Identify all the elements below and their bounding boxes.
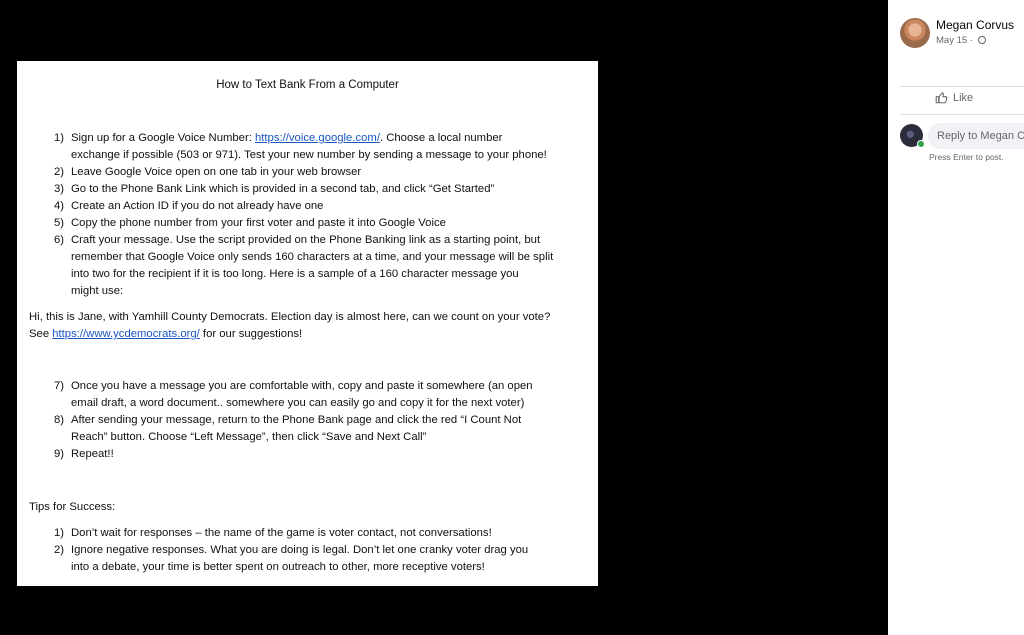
step-number: 2) <box>53 166 64 178</box>
document-title: How to Text Bank From a Computer <box>216 79 399 91</box>
post-date[interactable]: May 15 · <box>936 35 973 46</box>
step-line: might use: <box>71 285 124 297</box>
google-voice-link[interactable]: https://voice.google.com/ <box>255 132 380 144</box>
step-number: 6) <box>53 234 64 246</box>
author-avatar[interactable] <box>900 18 930 48</box>
step-line: remember that Google Voice only sends 160 characters at a time, and your message will be split <box>71 251 554 263</box>
author-name[interactable]: Megan Corvus <box>936 18 1015 32</box>
ycdemocrats-link[interactable]: https://www.ycdemocrats.org/ <box>52 328 200 340</box>
sample-message-line: Hi, this is Jane, with Yamhill County Democrats. Election day is almost here, can we count on your vote? <box>29 311 551 323</box>
divider <box>900 86 1024 87</box>
step-line: Go to the Phone Bank Link which is provided in a second tab, and click “Get Started” <box>71 183 495 195</box>
step-line: Copy the phone number from your first voter and paste it into Google Voice <box>71 217 446 229</box>
step-line: Sign up for a Google Voice Number: https://voice.google.com/. Choose a local number <box>71 132 503 144</box>
step-line: Repeat!! <box>71 448 114 460</box>
step-number: 9) <box>53 448 64 460</box>
tip-line: Ignore negative responses. What you are doing is legal. Don’t let one cranky voter drag you <box>71 544 529 556</box>
step-number: 5) <box>53 217 64 229</box>
reply-input[interactable] <box>928 123 1024 149</box>
divider <box>900 114 1024 115</box>
step-line: After sending your message, return to the Phone Bank page and click the red “I Count Not <box>71 414 522 426</box>
step-number: 7) <box>53 380 64 392</box>
thumbs-up-icon <box>935 91 948 104</box>
globe-icon <box>978 36 986 44</box>
like-label: Like <box>953 91 974 104</box>
press-enter-hint: Press Enter to post. <box>929 152 1004 162</box>
sample-message-line: See https://www.ycdemocrats.org/ for our suggestions! <box>29 328 303 340</box>
online-status-dot <box>917 140 925 148</box>
like-button[interactable] <box>935 91 973 104</box>
step-line: Craft your message. Use the script provided on the Phone Banking link as a starting point, but <box>71 234 541 246</box>
tips-heading: Tips for Success: <box>29 501 116 513</box>
step-number: 1) <box>53 132 64 144</box>
step-line: Once you have a message you are comfortable with, copy and paste it somewhere (an open <box>71 380 533 392</box>
tip-line: Don’t wait for responses – the name of the game is voter contact, not conversations! <box>71 527 492 539</box>
step-line: Create an Action ID if you do not already have one <box>71 200 324 212</box>
step-line: Leave Google Voice open on one tab in your web browser <box>71 166 362 178</box>
document-image <box>17 61 598 586</box>
step-number: 3) <box>53 183 64 195</box>
step-line: Reach” button. Choose “Left Message”, then click “Save and Next Call” <box>71 431 427 443</box>
step-line: exchange if possible (503 or 971). Test your new number by sending a message to your phone! <box>71 149 547 161</box>
tip-line: into a debate, your time is better spent on outreach to other, more receptive voters! <box>71 561 485 573</box>
step-number: 4) <box>53 200 64 212</box>
step-line: into two for the recipient if it is too long. Here is a sample of a 160 character message you <box>71 268 519 280</box>
tip-number: 2) <box>53 544 64 556</box>
post-meta <box>936 35 986 46</box>
step-line: email draft, a word document.. somewhere you can easily go and copy it for the next voter) <box>71 397 525 409</box>
tip-number: 1) <box>53 527 64 539</box>
post-sidebar <box>888 0 1024 635</box>
step-number: 8) <box>53 414 64 426</box>
